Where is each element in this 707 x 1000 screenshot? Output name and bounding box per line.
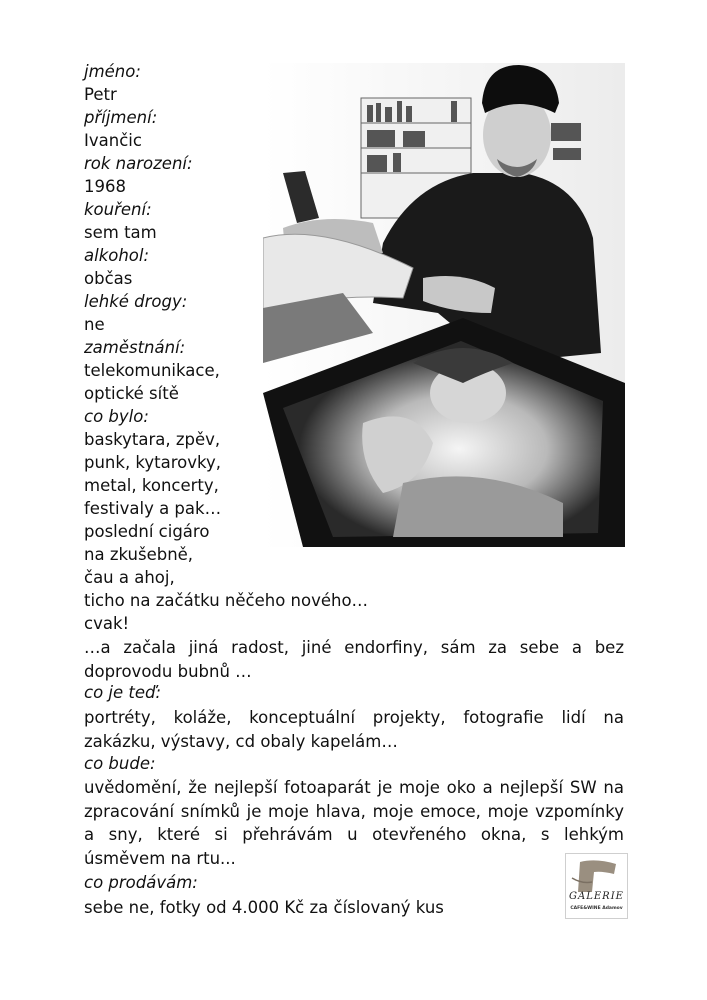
past-line: cvak! xyxy=(84,614,130,633)
future-label: co bude: xyxy=(84,754,156,773)
now-label: co je teď: xyxy=(84,683,162,702)
last-name-value: Ivančic xyxy=(84,131,142,150)
past-line: baskytara, zpěv, xyxy=(84,430,221,449)
job-value-line-1: telekomunikace, xyxy=(84,361,220,380)
logo-subtitle: CAFE&WINE Adamov xyxy=(570,906,623,911)
gallery-logo xyxy=(565,853,628,919)
past-line: poslední cigáro xyxy=(84,522,210,541)
past-line: ticho na začátku něčeho nového… xyxy=(84,591,369,610)
smoking-label: kouření: xyxy=(84,200,152,219)
past-label: co bylo: xyxy=(84,407,149,426)
drugs-label: lehké drogy: xyxy=(84,292,188,311)
birth-year-value: 1968 xyxy=(84,177,126,196)
past-line: festivaly a pak… xyxy=(84,499,222,518)
past-line: punk, kytarovky, xyxy=(84,453,222,472)
alcohol-label: alkohol: xyxy=(84,246,150,265)
drugs-value: ne xyxy=(84,315,105,334)
logo-title: GALERIE xyxy=(569,891,624,902)
selling-text: sebe ne, fotky od 4.000 Kč za číslovaný kus xyxy=(84,898,444,917)
logo-emblem xyxy=(566,854,627,894)
past-paragraph: …a začala jiná radost, jiné endorfiny, sám za sebe a bez doprovodu bubnů … xyxy=(84,638,624,681)
past-line: metal, koncerty, xyxy=(84,476,219,495)
past-line: čau a ahoj, xyxy=(84,568,175,587)
now-text: portréty, koláže, konceptuální projekty, fotografie lidí na zakázku, výstavy, cd obaly kapelám… xyxy=(84,708,624,751)
job-value-line-2: optické sítě xyxy=(84,384,179,403)
selling-label: co prodávám: xyxy=(84,873,198,892)
birth-year-label: rok narození: xyxy=(84,154,193,173)
future-text: uvědomění, že nejlepší fotoaparát je moje oko a nejlepší SW na zpracování snímků je moje hlava, moje emoce, moje vzpomínky a sny, které si přehrávám u otevřeného okna, s lehkým úsměvem na rtu... xyxy=(84,778,624,868)
first-name-value: Petr xyxy=(84,85,117,104)
alcohol-value: občas xyxy=(84,269,133,288)
smoking-value: sem tam xyxy=(84,223,157,242)
first-name-label: jméno: xyxy=(84,62,141,81)
last-name-label: příjmení: xyxy=(84,108,158,127)
past-line: na zkušebně, xyxy=(84,545,194,564)
job-label: zaměstnání: xyxy=(84,338,186,357)
portrait-photo xyxy=(263,63,625,547)
